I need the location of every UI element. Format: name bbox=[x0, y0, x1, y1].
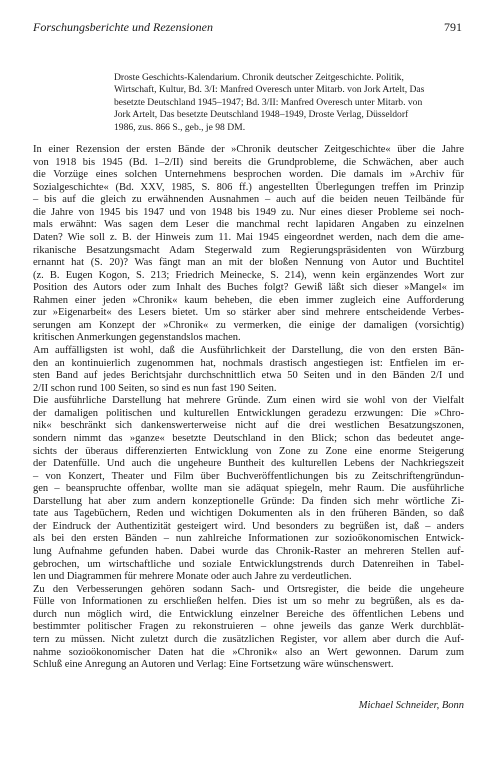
citation-line: Jork Artelt, Das besetzte Deutschland 1948–1949, Droste Verlag, Düsseldorf bbox=[114, 109, 409, 121]
text-line: kritischen Anmerkungen gegenstandslos machen. bbox=[33, 332, 241, 344]
text-line: von 1918 bis 1945 (Bd. 1–2/II) sind bereits die Grundprobleme, die Schwächen, aber auch bbox=[33, 156, 464, 168]
text-line: lung Aufnahme gefunden haben. Dabei wurde das Chronik-Raster an mehreren Stellen auf- bbox=[33, 546, 464, 557]
book-citation bbox=[114, 72, 464, 134]
text-line: Sozialgeschichte« (Bd. XXV, 1985, S. 806 ff.) angestellten Überlegungen treffen im Prinzip bbox=[33, 181, 464, 193]
text-line: sondern nimmt das »ganze« besetzte Deutschland in den Blick; schon das bedeutet ange- bbox=[33, 432, 464, 444]
text-line: als bei den ersten Bänden – nun zahlreiche Informationen zur sozioökonomischen Entwick- bbox=[33, 533, 464, 545]
citation-line: besetzte Deutschland 1945–1947; Bd. 3/II: Manfred Overesch unter Mitarb. von bbox=[114, 96, 423, 108]
text-line: gen – beanspruchte offenbar, wollte man sie adäquat spiegeln, mehr Raum. Die ausführliche bbox=[33, 483, 464, 495]
text-line: 2/II schon rund 100 Seiten, so sind es nun fast 190 Seiten. bbox=[33, 382, 277, 394]
section-title: Forschungsberichte und Rezensionen bbox=[33, 20, 213, 34]
text-line: Fülle von Informationen zu erschließen helfen. Dies ist um so mehr zu begrüßen, als es da- bbox=[33, 596, 464, 608]
text-line: mals erwähnt: Was sagen dem Leser die manchmal recht lapidaren Angaben zu einzelnen bbox=[33, 219, 464, 231]
text-line: ernannt hat (S. 20)? Was fängt man an mit der bloßen Nennung von Autor und Buchtitel bbox=[33, 257, 464, 269]
text-line: rikanische Besatzungsmacht Adam Stegerwald zum Regierungspräsidenten von Würzburg bbox=[33, 244, 464, 256]
text-line: bestimmter politischer Fragen zu rekonstruieren – ohne jeweils das ganze Werk durchblät- bbox=[33, 621, 464, 633]
text-line: nahme sozioökonomischer Daten hat die »Chronik« also an Wert gewonnen. Darum zum bbox=[33, 646, 464, 658]
text-line: gebrochen, um wirtschaftliche und soziale Entwicklungstrends durch Datenreihen in Tabel- bbox=[33, 558, 464, 570]
text-line: zur »Eigenarbeit« des Lesers bietet. Um so stärker aber sind mehrere entscheidende Verbes- bbox=[33, 307, 464, 319]
running-header bbox=[33, 20, 462, 35]
text-line: Die ausführliche Darstellung hat mehrere Gründe. Zum einen wird sie wohl von der Vielfalt bbox=[33, 395, 464, 407]
text-line: sten Band auf jedes Berichtsjahr durchschnittlich etwa 50 Seiten und in den Bänden 2/I und bbox=[33, 370, 464, 382]
text-line: Schluß eine Anregung an Autoren und Verlag: Eine Fortsetzung wäre wünschenswert. bbox=[33, 659, 394, 671]
text-line: In einer Rezension der ersten Bände der »Chronik deutscher Zeitgeschichte« über die Jahre bbox=[33, 144, 464, 155]
text-line: den an kontinuierlich zugenommen hat, nochmals drastisch angestiegen ist: Entfielen im er- bbox=[33, 357, 464, 369]
text-line: sichts der überaus differenzierten Entwicklung von Zone zu Zone eine enorme Steigerung bbox=[33, 445, 464, 457]
citation-line: Wirtschaft, Kultur, Bd. 3/I: Manfred Overesch unter Mitarb. von Jork Artelt, Das bbox=[114, 84, 425, 96]
paragraph bbox=[33, 584, 464, 672]
paragraph bbox=[33, 144, 464, 345]
text-line: der Eindruck der Authentizität gesteigert wird. Und besonders zu begrüßen ist, daß – anders bbox=[33, 520, 464, 532]
review-body bbox=[33, 144, 464, 672]
text-line: Position des Autors oder zum Inhalt des Buches folgt? Gewiß läßt sich dieser »Mangel« im bbox=[33, 282, 464, 294]
text-line: nik« beschränkt sich dankenswerterweise nicht auf die drei westlichen Besatzungszonen, bbox=[33, 420, 464, 432]
text-line: der Datenfülle. Und auch die ungeheure Buntheit des kulturellen Lebens der Nachkriegszeit bbox=[33, 458, 464, 470]
text-line: die Jahre von 1945 bis 1947 und von 1948 bis 1949 zu. Nur eines dieser Probleme sei noch- bbox=[33, 206, 464, 218]
text-line: len und Diagrammen für mehrere Monate oder auch Jahre zu verdeutlichen. bbox=[33, 571, 352, 583]
text-line: die Vorzüge eines solchen Unternehmens besprochen worden. Die damals im »Archiv für bbox=[33, 169, 464, 181]
text-line: (z. B. Eugen Kogon, S. 213; Friedrich Meinecke, S. 214), wenn kein ergänzendes Wort zur bbox=[33, 269, 464, 281]
citation-line: 1986, zus. 866 S., geb., je 98 DM. bbox=[114, 121, 246, 133]
reviewer-signature: Michael Schneider, Bonn bbox=[358, 700, 464, 711]
citation-line: Droste Geschichts-Kalendarium. Chronik deutscher Zeitgeschichte. Politik, bbox=[114, 72, 404, 83]
text-line: – von Konzert, Theater und Film über Buchveröffentlichungen bis zu Zeitschriftengründun- bbox=[33, 470, 464, 482]
text-line: serungen am Konzept der »Chronik« zu vermerken, die einige der damaligen (vorsichtig) bbox=[33, 319, 464, 331]
text-line: tate aus Tagebüchern, Reden und wichtigen Dokumenten als in den früheren Bänden, so daß bbox=[33, 508, 464, 520]
paragraph bbox=[33, 345, 464, 395]
text-line: durch nun möglich wird, die Entwicklung einzelner Bereiche des öffentlichen Lebens und bbox=[33, 608, 464, 620]
text-line: der damaligen politischen und kulturellen Entwicklungen geradezu erzwungen: Die »Chro- bbox=[33, 407, 464, 419]
page-number: 791 bbox=[444, 20, 462, 34]
text-line: tern zu müssen. Nicht zuletzt durch die zusätzlichen Register, vor allem aber durch die Auf- bbox=[33, 633, 464, 645]
text-line: Darstellung hat aber zum andern konzeptionelle Gründe: Da finden sich mehr wörtliche Zi- bbox=[33, 495, 464, 507]
text-line: Am auffälligsten ist wohl, daß die Ausführlichkeit der Darstellung, die von den ersten Bän- bbox=[33, 345, 464, 356]
text-line: Daten? Wie soll z. B. der Hinweis zum 11. Mai 1945 eingeordnet werden, nach dem die ame- bbox=[33, 231, 464, 243]
text-line: – bis auf die gleich zu erwähnenden Ausnahmen – auch auf die beiden neuen Teilbände für bbox=[33, 194, 464, 206]
text-line: Zu den Verbesserungen gehören sodann Sach- und Ortsregister, die beide die ungeheure bbox=[33, 583, 464, 595]
paragraph bbox=[33, 395, 464, 583]
text-line: Rahmen einer jeden »Chronik« kaum beheben, die eben immer zugleich eine Aufforderung bbox=[33, 294, 464, 306]
